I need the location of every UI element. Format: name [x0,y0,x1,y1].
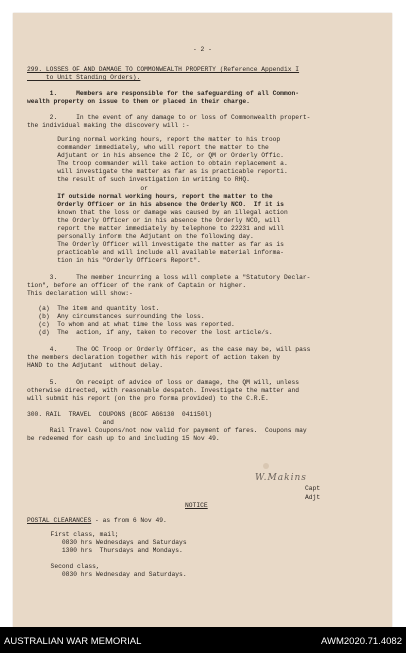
document-line: 299. LOSSES OF AND DAMAGE TO COMMONWEALTH PROPERTY (Reference Appendix I [27,66,300,73]
postal-line: 1300 hrs Thursdays and Mondays. [43,547,183,554]
document-line: Adjutant or in his absence the 2 IC, or QM or Orderly Offic. [27,152,284,159]
document-page [13,13,392,627]
postal-line: 0830 hrs Wednesdays and Saturdays [43,539,187,546]
signature-appointment: Adjt [305,494,321,501]
document-line: will investigate the matter as far as is practicable reporti. [27,168,288,175]
document-line: tion", before an officer of the rank of Captain or higher. [27,282,247,289]
postal-line: Second class, [43,563,100,570]
postal-line: 0830 hrs Wednesday and Saturdays. [43,571,187,578]
document-line: 3. The member incurring a loss will complete a "Statutory Declar- [27,274,311,281]
archive-footer [0,627,406,653]
document-line: and [27,419,114,426]
document-line: be redeemed for cash up to and including 15 Nov 49. [27,435,220,442]
document-line: to Unit Standing Orders). [27,74,141,81]
document-line: the result of such investigation in writing to RHQ. [27,176,250,183]
archive-accession: AWM2020.71.4082 [321,636,402,647]
document-line: report the matter immediately by telephone to 22231 and will [27,225,284,232]
document-line: (b) Any circumstances surrounding the loss. [27,313,205,320]
document-line: The Orderly Officer will investigate the matter as far as is [27,241,284,248]
document-line: 2. In the event of any damage to or loss of Commonwealth propert- [27,114,311,121]
document-line: 1. Members are responsible for the safeguarding of all Common- [27,90,300,97]
document-line: Orderly Officer or in his absence the Orderly NCO. If it is [27,201,284,208]
document-line: 4. The OC Troop or Orderly Officer, as the case may be, will pass [27,346,311,353]
document-line: known that the loss or damage was caused by an illegal action [27,209,288,216]
document-line: wealth property on issue to them or placed in their charge. [27,98,250,105]
document-line: otherwise directed, with reasonable despatch. Investigate the matter and [27,387,300,394]
document-line: tion in his "Orderly Officers Report". [27,257,201,264]
signature-rank: Capt [305,485,321,492]
document-line: 300. RAIL TRAVEL COUPONS (BCOF AG6130 041150l) [27,411,213,418]
document-line: commander immediately, who will report the matter to the [27,144,269,151]
document-line: the members declaration together with his report of action taken by [27,354,281,361]
document-line: (d) The action, if any, taken to recover the lost article/s. [27,329,273,336]
notice-heading: NOTICE [185,502,208,509]
document-line: the Orderly Officer or in his absence the Orderly NCO, will [27,217,281,224]
signature-scrawl: W.Makins [255,473,307,483]
document-line: personally inform the Adjutant on the following day. [27,233,254,240]
document-line: The troop commander will take action to obtain replacement a. [27,160,288,167]
document-line: HAND to the Adjutant without delay. [27,362,164,369]
page-number: - 2 - [193,46,212,53]
document-line: or [27,185,148,192]
document-line: Rail Travel Coupons/not now valid for payment of fares. Coupons may [27,427,307,434]
document-line: practicable and will include all available material informa- [27,249,284,256]
document-line: the individual making the discovery will :- [27,122,190,129]
document-line: During normal working hours, report the matter to his troop [27,136,281,143]
postal-clearances-line [27,517,167,525]
document-line: This declaration will show:- [27,290,133,297]
postal-line: First class, mail; [43,531,119,538]
document-line: If outside normal working hours, report the matter to the [27,193,273,200]
document-line: (c) To whom and at what time the loss was reported. [27,321,235,328]
postal-heading: POSTAL CLEARANCES [27,517,92,524]
paper-mark [263,463,269,469]
document-line: (a) The item and quantity lost. [27,305,160,312]
postal-suffix: - as from 6 Nov 49. [91,517,167,524]
document-line: 5. On receipt of advice of loss or damage, the QM will, unless [27,379,300,386]
document-line: will submit his report (on the pro forma provided) to the C.R.E. [27,395,269,402]
archive-source: AUSTRALIAN WAR MEMORIAL [4,636,142,647]
